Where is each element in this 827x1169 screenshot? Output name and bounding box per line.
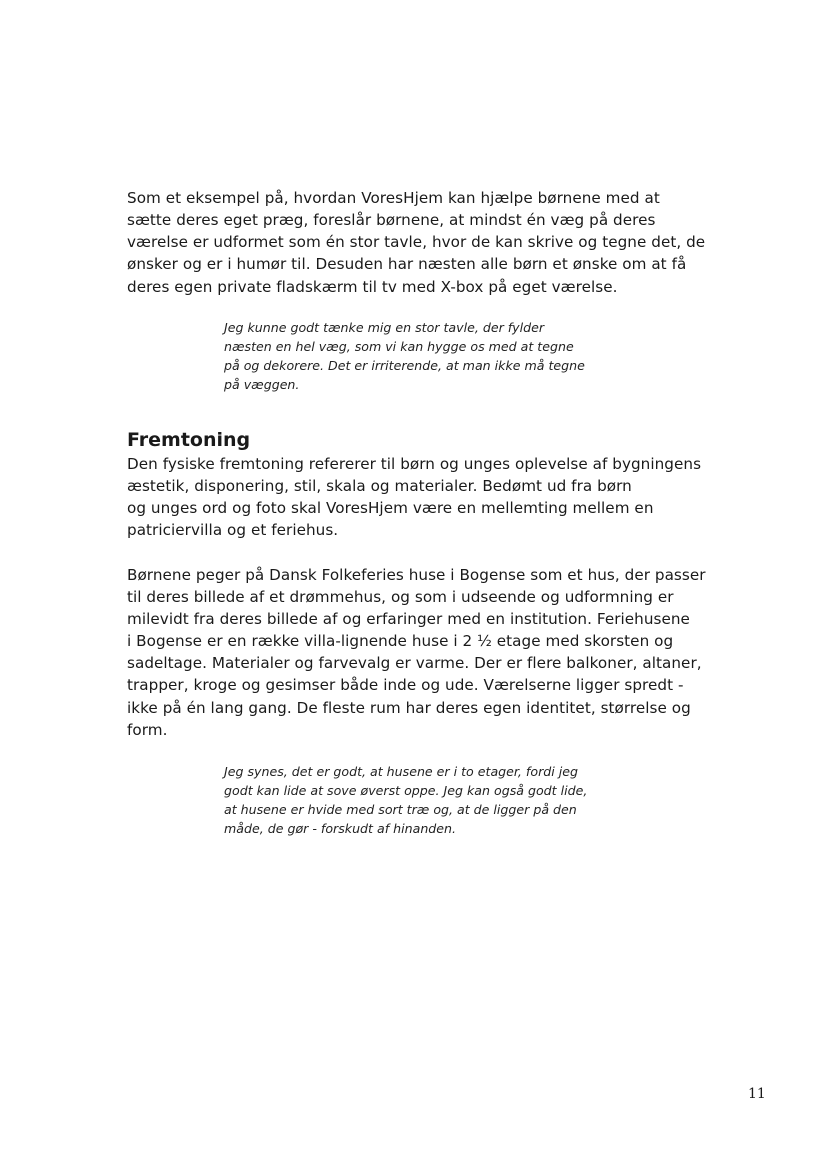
text-line: deres egen private fladskærm til tv med X-box på eget værelse. [127, 278, 618, 296]
text-line: ikke på én lang gang. De fleste rum har deres egen identitet, størrelse og [127, 699, 691, 717]
text-line: trapper, kroge og gesimser både inde og ude. Værelserne ligger spredt - [127, 676, 684, 694]
text-line: æstetik, disponering, stil, skala og materialer. Bedømt ud fra børn [127, 477, 632, 495]
text-line: værelse er udformet som én stor tavle, hvor de kan skrive og tegne det, de [127, 233, 706, 251]
quote-line: Jeg synes, det er godt, at husene er i to etager, fordi jeg [224, 764, 578, 779]
section-heading: Fremtoning [127, 429, 251, 451]
text-line: til deres billede af et drømmehus, og som i udseende og udformning er [127, 588, 674, 606]
text-line: form. [127, 721, 168, 739]
quote-line: godt kan lide at sove øverst oppe. Jeg kan også godt lide, [224, 783, 588, 798]
text-line: Som et eksempel på, hvordan VoresHjem kan hjælpe børnene med at [127, 189, 660, 207]
text-line: og unges ord og foto skal VoresHjem være en mellemting mellem en [127, 499, 654, 517]
quote-line: på og dekorere. Det er irriterende, at man ikke må tegne [224, 358, 585, 373]
text-line: Børnene peger på Dansk Folkeferies huse i Bogense som et hus, der passer [127, 566, 706, 584]
quote-line: næsten en hel væg, som vi kan hygge os med at tegne [224, 339, 574, 354]
quote-line: Jeg kunne godt tænke mig en stor tavle, der fylder [224, 320, 545, 335]
page-number: 11 [748, 1086, 766, 1102]
text-line: ønsker og er i humør til. Desuden har næsten alle børn et ønske om at få [127, 255, 687, 273]
text-line: patriciervilla og et feriehus. [127, 521, 339, 539]
quote-line: på væggen. [224, 377, 300, 392]
quote-line: at husene er hvide med sort træ og, at de ligger på den [224, 802, 577, 817]
text-line: sætte deres eget præg, foreslår børnene, at mindst én væg på deres [127, 211, 656, 229]
text-line: i Bogense er en række villa-lignende huse i 2 ½ etage med skorsten og [127, 632, 674, 650]
text-line: sadeltage. Materialer og farvevalg er varme. Der er flere balkoner, altaner, [127, 654, 702, 672]
quote-line: måde, de gør - forskudt af hinanden. [224, 821, 457, 836]
text-line: milevidt fra deres billede af og erfaringer med en institution. Feriehusene [127, 610, 690, 628]
text-line: Den fysiske fremtoning refererer til børn og unges oplevelse af bygningens [127, 455, 702, 473]
